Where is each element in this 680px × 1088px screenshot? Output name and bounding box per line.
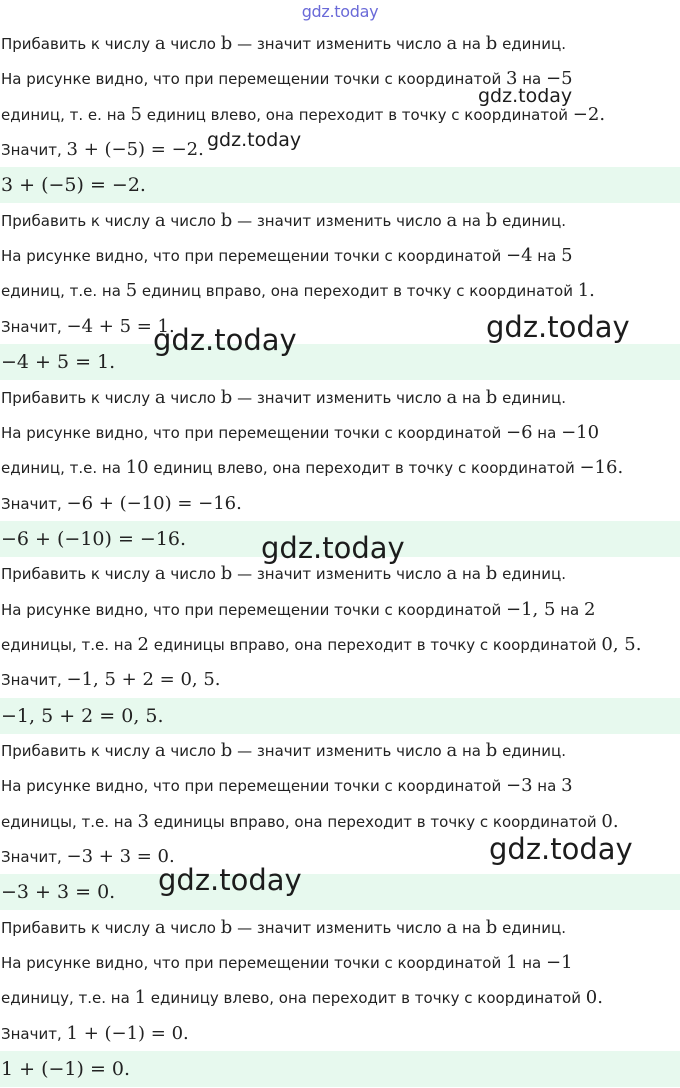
text-fragment: число: [165, 742, 221, 760]
text-fragment: Прибавить к числу: [1, 565, 155, 584]
text-fragment: на: [555, 600, 584, 619]
definition-text: [0, 26, 680, 62]
math-expression: b: [220, 563, 233, 585]
text-fragment: Прибавить к числу: [1, 918, 155, 937]
math-expression: −16.: [579, 457, 624, 479]
movement-text: [0, 238, 680, 274]
movement-text: [0, 768, 680, 804]
math-expression: b: [220, 740, 233, 761]
movement-result-text: [0, 980, 680, 1016]
math-expression: 3: [505, 68, 518, 90]
text-fragment: на: [457, 565, 486, 584]
conclusion-text: [0, 662, 680, 698]
watermark: gdz.today: [489, 832, 633, 866]
math-expression: b: [220, 33, 233, 54]
text-fragment: Значит,: [1, 141, 67, 160]
text-fragment: единиц, т. е. на: [1, 105, 131, 124]
text-fragment: на: [532, 423, 562, 442]
math-expression: a: [446, 563, 458, 585]
text-fragment: — значит изменить число: [232, 388, 447, 407]
definition-text: [0, 556, 680, 592]
movement-text: [0, 415, 680, 451]
text-fragment: единиц, т.е. на: [1, 282, 126, 301]
math-expression: −1, 5 + 2 = 0, 5.: [66, 669, 221, 691]
text-fragment: число: [165, 565, 221, 584]
math-expression: −4 + 5 = 1.: [66, 315, 175, 337]
text-fragment: на: [517, 954, 546, 973]
watermark: gdz.today: [207, 129, 302, 151]
header-watermark: gdz.today: [301, 2, 379, 21]
text-fragment: на: [457, 211, 486, 230]
text-fragment: на: [532, 777, 562, 796]
conclusion-text: [0, 132, 680, 168]
text-fragment: единицы вправо, она переходит в точку с координатой: [148, 812, 602, 831]
math-expression: a: [154, 563, 166, 585]
math-expression: 5: [130, 103, 142, 125]
text-fragment: единиц.: [497, 918, 566, 937]
math-expression: a: [446, 386, 458, 408]
math-expression: a: [154, 33, 166, 54]
text-fragment: На рисунке видно, что при перемещении точки с координатой: [1, 247, 506, 266]
math-expression: 3 + (−5) = −2.: [66, 139, 204, 161]
text-fragment: единиц влево, она переходит в точку с координатой: [141, 105, 573, 124]
math-expression: −6: [505, 421, 533, 443]
text-fragment: на: [532, 247, 562, 266]
movement-result-text: [0, 627, 680, 663]
text-fragment: единиц.: [497, 388, 566, 407]
text-fragment: единиц, т.е. на: [1, 459, 126, 478]
math-expression: b: [485, 33, 498, 54]
text-fragment: число: [165, 918, 221, 937]
math-expression: 3: [561, 775, 573, 797]
conclusion-text: [0, 839, 680, 875]
text-fragment: на: [457, 742, 486, 760]
text-fragment: на: [457, 388, 486, 407]
math-expression: 2: [583, 598, 596, 620]
definition-text: [0, 733, 680, 769]
text-fragment: На рисунке видно, что при перемещении точки с координатой: [1, 600, 506, 619]
math-expression: b: [485, 209, 498, 231]
text-fragment: единицу влево, она переходит в точку с координатой: [146, 989, 586, 1008]
math-expression: b: [485, 740, 498, 761]
math-expression: 1.: [577, 280, 595, 302]
text-fragment: единиц влево, она переходит в точку с координатой: [148, 459, 580, 478]
answer-box: 1 + (−1) = 0.: [0, 1051, 680, 1087]
answer-box: −6 + (−10) = −16.: [0, 521, 680, 557]
math-expression: 0.: [585, 987, 603, 1009]
math-expression: b: [220, 916, 233, 938]
math-expression: a: [154, 386, 166, 408]
math-expression: a: [154, 916, 166, 938]
text-fragment: На рисунке видно, что при перемещении точки с координатой: [1, 954, 506, 973]
text-fragment: — значит изменить число: [232, 211, 447, 230]
math-expression: −1, 5: [505, 598, 556, 620]
math-expression: b: [485, 916, 498, 938]
definition-text: [0, 910, 680, 946]
math-expression: 10: [125, 457, 149, 479]
math-expression: b: [220, 386, 233, 408]
watermark: gdz.today: [486, 310, 630, 344]
movement-text: [0, 592, 680, 628]
math-expression: −10: [561, 421, 600, 443]
math-expression: −3 + 3 = 0.: [66, 846, 175, 868]
math-expression: b: [485, 563, 498, 585]
text-fragment: единиц.: [497, 211, 566, 230]
text-fragment: единицу, т.е. на: [1, 989, 135, 1008]
definition-text: [0, 380, 680, 416]
text-fragment: единиц.: [497, 742, 566, 760]
text-fragment: Прибавить к числу: [1, 211, 155, 230]
math-expression: −1: [545, 952, 573, 974]
text-fragment: число: [165, 211, 221, 230]
movement-text: [0, 61, 680, 97]
text-fragment: — значит изменить число: [232, 565, 447, 584]
movement-result-text: [0, 450, 680, 486]
movement-result-text: [0, 804, 680, 840]
math-expression: 1: [134, 987, 147, 1009]
math-expression: 0.: [601, 810, 619, 832]
text-fragment: На рисунке видно, что при перемещении точки с координатой: [1, 70, 506, 89]
text-fragment: на: [457, 918, 486, 937]
text-fragment: единиц.: [497, 35, 566, 53]
math-expression: 0, 5.: [601, 633, 642, 655]
text-fragment: Значит,: [1, 848, 67, 867]
math-expression: 5: [561, 245, 573, 267]
text-fragment: Значит,: [1, 671, 67, 690]
movement-result-text: [0, 97, 680, 133]
answer-box: −1, 5 + 2 = 0, 5.: [0, 698, 680, 734]
math-expression: 2: [137, 633, 149, 655]
watermark: gdz.today: [261, 531, 405, 565]
text-fragment: на: [517, 70, 546, 89]
math-expression: −2.: [572, 103, 606, 125]
math-expression: a: [446, 209, 458, 231]
math-expression: 1: [505, 952, 518, 974]
movement-result-text: [0, 273, 680, 309]
text-fragment: Значит,: [1, 494, 67, 513]
math-expression: b: [220, 209, 233, 231]
text-fragment: Значит,: [1, 1024, 67, 1043]
movement-text: [0, 945, 680, 981]
watermark: gdz.today: [478, 85, 573, 107]
math-expression: −3: [505, 775, 533, 797]
text-fragment: Прибавить к числу: [1, 742, 155, 760]
answer-box: 3 + (−5) = −2.: [0, 167, 680, 203]
text-fragment: — значит изменить число: [232, 35, 447, 53]
math-expression: a: [154, 740, 166, 761]
definition-text: [0, 203, 680, 239]
text-fragment: — значит изменить число: [232, 918, 447, 937]
text-fragment: — значит изменить число: [232, 742, 447, 760]
text-fragment: единиц.: [497, 565, 566, 584]
text-fragment: На рисунке видно, что при перемещении точки с координатой: [1, 777, 506, 796]
text-fragment: На рисунке видно, что при перемещении точки с координатой: [1, 423, 506, 442]
text-fragment: единиц вправо, она переходит в точку с координатой: [137, 282, 578, 301]
text-fragment: единицы, т.е. на: [1, 635, 138, 654]
conclusion-text: [0, 1016, 680, 1052]
watermark: gdz.today: [153, 323, 297, 357]
text-fragment: число: [165, 388, 221, 407]
answer-box: −3 + 3 = 0.: [0, 874, 680, 910]
math-expression: −6 + (−10) = −16.: [66, 492, 242, 514]
text-fragment: единицы, т.е. на: [1, 812, 138, 831]
math-expression: 5: [125, 280, 138, 302]
math-expression: a: [446, 33, 458, 54]
math-expression: −4: [505, 245, 533, 267]
conclusion-text: [0, 486, 680, 522]
text-fragment: Прибавить к числу: [1, 388, 155, 407]
watermark: gdz.today: [158, 863, 302, 897]
text-fragment: на: [457, 35, 486, 53]
math-expression: −5: [545, 68, 573, 90]
math-expression: 1 + (−1) = 0.: [66, 1022, 189, 1044]
math-expression: b: [485, 386, 498, 408]
text-fragment: единицы вправо, она переходит в точку с координатой: [148, 635, 602, 654]
math-expression: a: [154, 209, 166, 231]
text-fragment: число: [165, 35, 221, 53]
text-fragment: Прибавить к числу: [1, 35, 155, 53]
text-fragment: Значит,: [1, 317, 67, 336]
math-expression: a: [446, 740, 458, 761]
conclusion-text: [0, 309, 680, 345]
math-expression: 3: [137, 810, 149, 832]
math-expression: a: [446, 916, 458, 938]
answer-box: −4 + 5 = 1.: [0, 344, 680, 380]
